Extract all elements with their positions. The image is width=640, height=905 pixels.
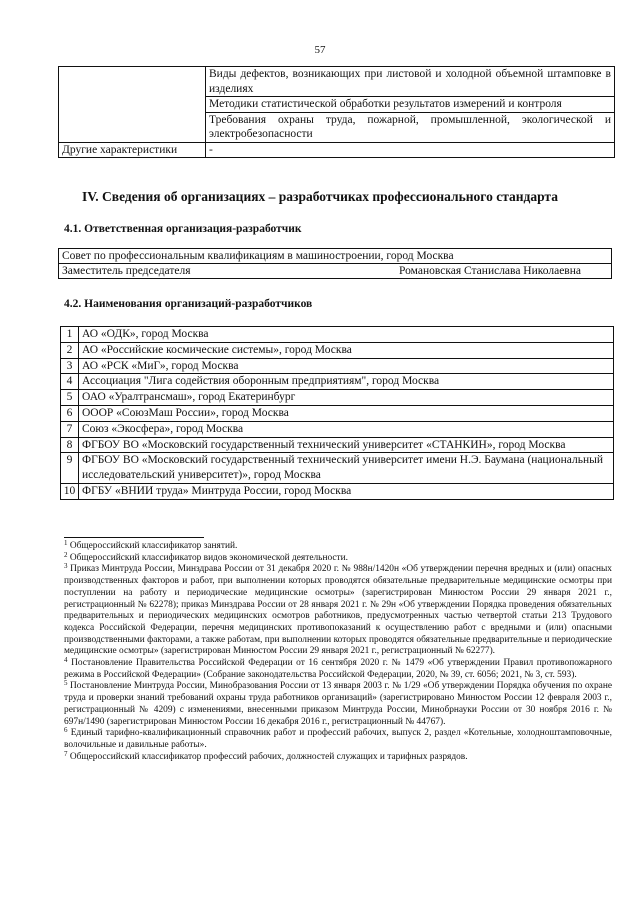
footnote bbox=[64, 658, 612, 681]
organization-name: АО «Российские космические системы», город Москва bbox=[79, 342, 614, 358]
requirement-item: Виды дефектов, возникающих при листовой и холодной объемной штамповке в изделиях bbox=[206, 67, 615, 97]
requirements-table bbox=[58, 66, 615, 158]
row-number: 4 bbox=[61, 374, 79, 390]
requirement-item: Требования охраны труда, пожарной, промышленной, экологической и электробезопасности bbox=[206, 112, 615, 142]
row-number: 7 bbox=[61, 421, 79, 437]
table-row bbox=[59, 67, 615, 97]
row-number: 6 bbox=[61, 405, 79, 421]
row-number: 8 bbox=[61, 437, 79, 453]
requirement-item: Методики статистической обработки результатов измерений и контроля bbox=[206, 97, 615, 113]
table-row bbox=[61, 483, 614, 499]
table-row bbox=[61, 405, 614, 421]
footnote bbox=[64, 550, 612, 565]
organization-name: АО «РСК «МиГ», город Москва bbox=[79, 358, 614, 374]
organization-name: ОАО «Уралтрансмаш», город Екатеринбург bbox=[79, 390, 614, 406]
row-number: 10 bbox=[61, 483, 79, 499]
footnote-text: Общероссийский классификатор видов экономической деятельности. bbox=[69, 552, 349, 563]
footnote-mark: 5 bbox=[64, 679, 68, 688]
row-number: 1 bbox=[61, 327, 79, 343]
row-number: 3 bbox=[61, 358, 79, 374]
organization-name: ФГБОУ ВО «Московский государственный технический университет имени Н.Э. Баумана (национальный исследовательский университет)», город Москва bbox=[79, 453, 614, 484]
table-row bbox=[61, 358, 614, 374]
footnote bbox=[64, 564, 612, 658]
table-row bbox=[61, 437, 614, 453]
organization-name: ФГБОУ ВО «Московский государственный технический университет «СТАНКИН», город Москва bbox=[79, 437, 614, 453]
organization-name: Ассоциация "Лига содействия оборонным предприятиям", город Москва bbox=[79, 374, 614, 390]
footnote-text: Общероссийский классификатор занятий. bbox=[69, 541, 238, 551]
table-row bbox=[61, 327, 614, 343]
footnote-text: Общероссийский классификатор профессий рабочих, должностей служащих и тарифных разрядов. bbox=[69, 751, 468, 762]
table-row bbox=[61, 342, 614, 358]
responsible-person: Романовская Станислава Николаевна bbox=[272, 264, 612, 279]
footnote-mark: 1 bbox=[64, 539, 68, 547]
table-row bbox=[59, 249, 612, 264]
footnote-separator bbox=[64, 537, 204, 538]
footnote bbox=[64, 541, 612, 553]
footnote-text: Единый тарифно-квалификационный справочник работ и профессий рабочих, выпуск 2, раздел «Котельные, холодноштамповочные, волочильные и давильные работы». bbox=[64, 728, 613, 750]
developers-table bbox=[60, 326, 614, 500]
developers-heading: 4.2. Наименования организаций-разработчиков bbox=[64, 298, 313, 310]
organization-name: Союз «Экосфера», город Москва bbox=[79, 421, 614, 437]
page-number: 57 bbox=[314, 44, 326, 56]
other-characteristics-label: Другие характеристики bbox=[59, 142, 206, 158]
footnote-text: Постановление Правительства Российской Федерации от 16 сентября 2020 г. № 1479 «Об утверждении Правил противопожарного режима в Российской Федерации» (Собрание законодательства Российской Федерации, 2020, № 39, ст. 6056; 2021, № 3, ст. 593). bbox=[64, 658, 613, 680]
footnote-mark: 4 bbox=[64, 656, 68, 665]
responsible-heading: 4.1. Ответственная организация-разработчик bbox=[64, 223, 302, 235]
table-row bbox=[61, 374, 614, 390]
table-row bbox=[61, 453, 614, 484]
footnote-text: Приказ Минтруда России, Минздрава России от 31 декабря 2020 г. № 988н/1420н «Об утверждении перечня вредных и (или) опасных производственных факторов и работ, при выполнении которых проводятся обязательные предварительные медицинские осмотры при поступлении на работу и периодические медицинские осмотры» (зарегистрирован Минюстом России 29 января 2021 г., регистрационный № 62278); приказ Минздрава России от 28 января 2021 г. № 29н «Об утверждении Порядка проведения обязательных предварительных и периодических медицинских осмотров работников, предусмотренных частью четвертой статьи 213 Трудового кодекса Российской Федерации, перечня медицинских противопоказаний к осуществлению работ с вредными и (или) опасными производственными факторами, а также работам, при выполнении которых проводятся обязательные предварительные и периодические медицинские осмотры» (зарегистрирован Минюстом России 29 января 2021 г., регистрационный № 62277). bbox=[64, 564, 612, 657]
footnote-mark: 3 bbox=[64, 562, 68, 571]
table-row bbox=[59, 142, 615, 158]
table-row bbox=[61, 390, 614, 406]
footnote-text: Постановление Минтруда России, Минобразования России от 13 января 2003 г. № 1/29 «Об утверждении Порядка обучения по охране труда и проверки знаний требований охраны труда работников организаций» (зарегистрировано Минюстом России 12 февраля 2003 г., регистрационный № 4209) с изменениями, внесенными приказом Минтруда России, Минобрнауки России от 30 ноября 2016 г. № 697н/1490 (зарегистрирован Минюстом России 16 декабря 2016 г., регистрационный № 44767). bbox=[64, 681, 612, 727]
other-characteristics-value: - bbox=[206, 142, 615, 158]
responsible-org-name: Совет по профессиональным квалификациям в машиностроении, город Москва bbox=[59, 249, 612, 264]
section-title: IV. Сведения об организациях – разработчиках профессионального стандарта bbox=[82, 189, 558, 204]
responsible-org-table bbox=[58, 248, 612, 279]
table-row bbox=[59, 264, 612, 279]
row-number: 2 bbox=[61, 342, 79, 358]
organization-name: ОООР «СоюзМаш России», город Москва bbox=[79, 405, 614, 421]
footnote-mark: 7 bbox=[64, 749, 68, 758]
empty-label-cell bbox=[59, 67, 206, 143]
organization-name: ФГБУ «ВНИИ труда» Минтруда России, город Москва bbox=[79, 483, 614, 499]
table-row bbox=[61, 421, 614, 437]
footnote-mark: 6 bbox=[64, 726, 68, 735]
row-number: 9 bbox=[61, 453, 79, 484]
footnote bbox=[64, 728, 612, 751]
footnote-mark: 2 bbox=[64, 550, 68, 559]
row-number: 5 bbox=[61, 390, 79, 406]
organization-name: АО «ОДК», город Москва bbox=[79, 327, 614, 343]
footnotes bbox=[64, 541, 612, 763]
responsible-position: Заместитель председателя bbox=[59, 264, 272, 279]
footnote bbox=[64, 681, 612, 728]
footnote bbox=[64, 749, 612, 764]
